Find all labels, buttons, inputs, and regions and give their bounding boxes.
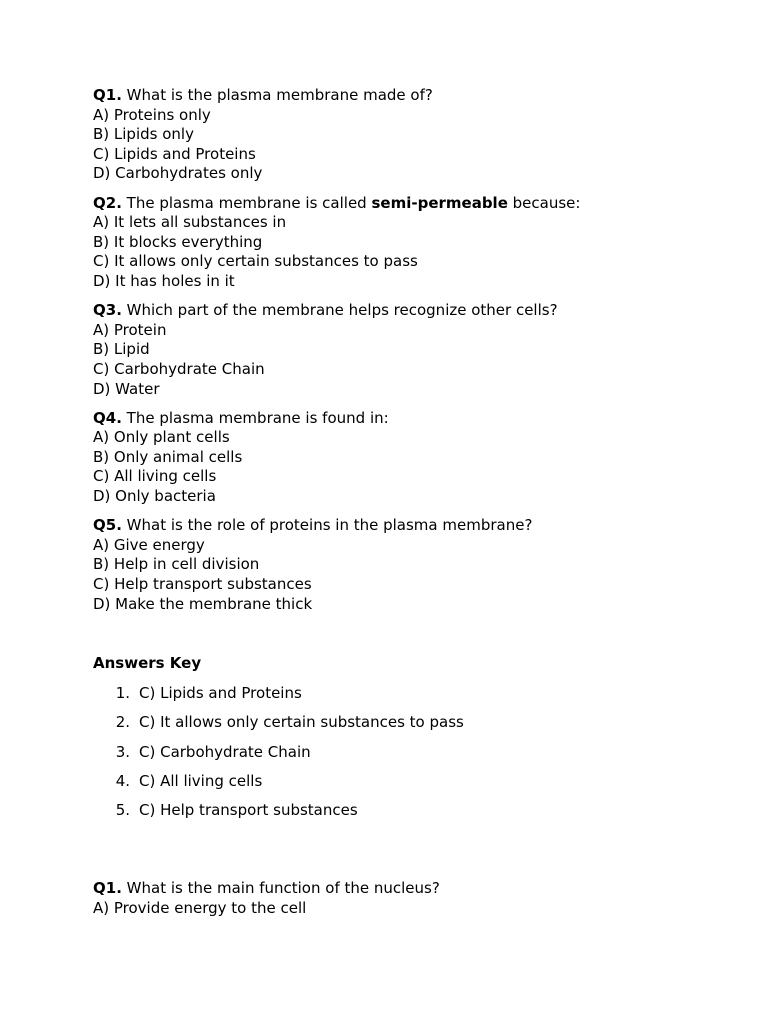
answer-number: 2. bbox=[115, 713, 130, 732]
answer-number: 3. bbox=[115, 742, 130, 761]
question-label: Q4. bbox=[93, 408, 122, 427]
option-c: C) It allows only certain substances to pass bbox=[93, 252, 418, 271]
question-2-prompt bbox=[93, 194, 733, 214]
option-d: D) Water bbox=[93, 379, 160, 398]
answer-item-1 bbox=[93, 684, 733, 704]
answer-text: C) It allows only certain substances to pass bbox=[139, 713, 464, 732]
question-label: Q5. bbox=[93, 516, 122, 535]
option-b: B) Lipid bbox=[93, 340, 150, 359]
next-question-prompt bbox=[93, 879, 733, 899]
option-d: D) Only bacteria bbox=[93, 487, 216, 506]
question-label: Q1. bbox=[93, 86, 122, 104]
option-c: C) Carbohydrate Chain bbox=[93, 359, 265, 378]
option-c: C) Help transport substances bbox=[93, 575, 312, 594]
answer-number: 5. bbox=[115, 801, 130, 820]
option-c: C) All living cells bbox=[93, 467, 217, 486]
option-a: A) Provide energy to the cell bbox=[93, 898, 307, 917]
question-1-prompt bbox=[93, 86, 733, 106]
option-b: B) Only animal cells bbox=[93, 447, 243, 466]
question-text: Which part of the membrane helps recognize other cells? bbox=[121, 301, 558, 320]
question-text: What is the main function of the nucleus? bbox=[121, 878, 440, 897]
question-4 bbox=[93, 409, 733, 507]
option-c: C) Lipids and Proteins bbox=[93, 144, 256, 163]
question-2 bbox=[93, 194, 733, 292]
option-a: A) It lets all substances in bbox=[93, 213, 287, 232]
option-b: B) It blocks everything bbox=[93, 232, 263, 251]
question-text-end: because: bbox=[507, 193, 581, 212]
answers-key-list bbox=[93, 684, 733, 821]
question-5 bbox=[93, 516, 733, 614]
question-text: What is the plasma membrane made of? bbox=[121, 86, 433, 104]
emphasized-term: semi-permeable bbox=[371, 193, 508, 212]
next-question-1 bbox=[93, 879, 733, 918]
question-4-prompt bbox=[93, 409, 733, 429]
question-label: Q2. bbox=[93, 193, 122, 212]
option-d: D) Make the membrane thick bbox=[93, 594, 313, 613]
answer-item-4 bbox=[93, 772, 733, 792]
question-1 bbox=[93, 86, 733, 184]
question-label: Q3. bbox=[93, 301, 122, 320]
option-a: A) Give energy bbox=[93, 535, 205, 554]
answer-text: C) Carbohydrate Chain bbox=[139, 742, 311, 761]
answers-key-heading: Answers Key bbox=[93, 654, 202, 673]
answer-text: C) All living cells bbox=[139, 771, 263, 790]
answer-text: C) Lipids and Proteins bbox=[139, 683, 302, 702]
option-d: D) Carbohydrates only bbox=[93, 164, 263, 183]
option-a: A) Only plant cells bbox=[93, 428, 230, 447]
option-a: A) Protein bbox=[93, 320, 167, 339]
option-a: A) Proteins only bbox=[93, 105, 211, 124]
question-5-prompt bbox=[93, 516, 733, 536]
question-label: Q1. bbox=[93, 878, 122, 897]
question-text: The plasma membrane is called bbox=[121, 193, 372, 212]
answer-item-3 bbox=[93, 743, 733, 763]
document-body bbox=[93, 86, 733, 928]
question-text: The plasma membrane is found in: bbox=[121, 408, 389, 427]
answer-item-2 bbox=[93, 713, 733, 733]
answer-number: 4. bbox=[115, 771, 130, 790]
question-text: What is the role of proteins in the plasma membrane? bbox=[121, 516, 533, 535]
question-3-prompt bbox=[93, 301, 733, 321]
answer-text: C) Help transport substances bbox=[139, 801, 358, 820]
answer-item-5 bbox=[93, 801, 733, 821]
option-b: B) Help in cell division bbox=[93, 555, 260, 574]
answer-number: 1. bbox=[115, 683, 130, 702]
option-b: B) Lipids only bbox=[93, 125, 194, 144]
option-d: D) It has holes in it bbox=[93, 271, 235, 290]
question-3 bbox=[93, 301, 733, 399]
